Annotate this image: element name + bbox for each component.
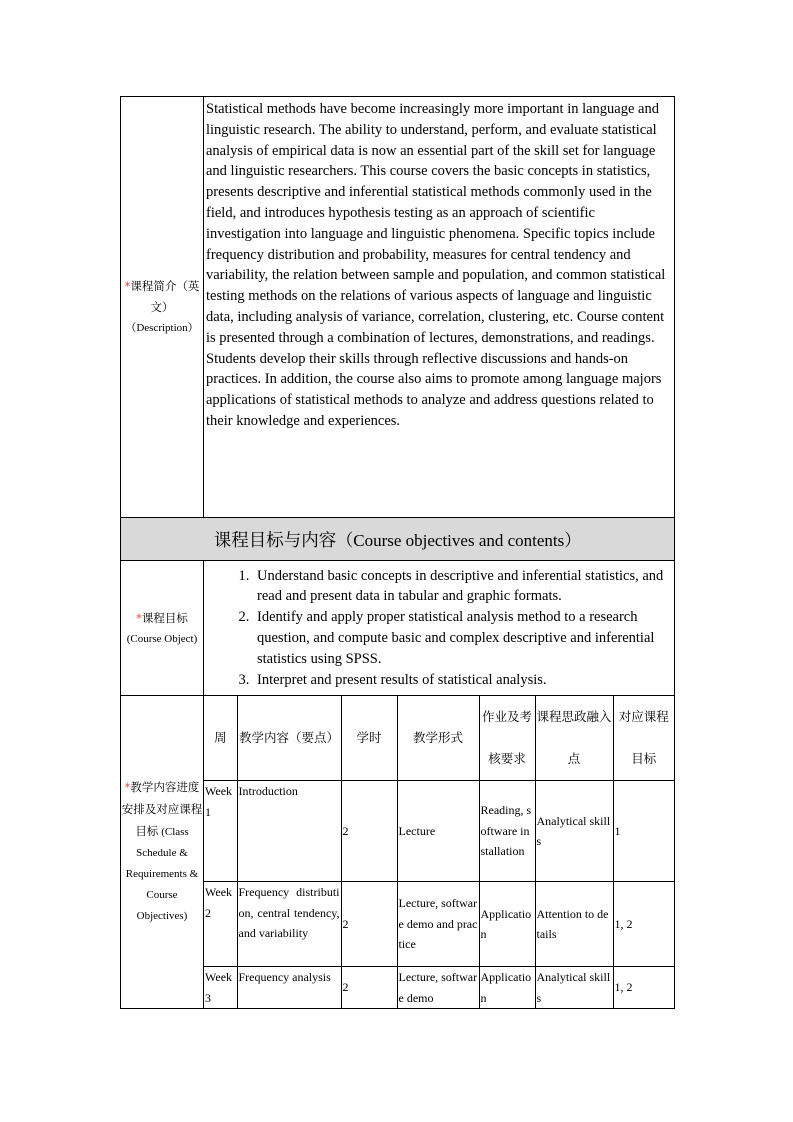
objective-item: 2. Identify and apply proper statistical analysis method to a research question, and compute basic and complex descriptive and inferential statistics using SPSS. [253, 607, 672, 669]
schedule-header-row [204, 696, 674, 781]
required-star: * [136, 610, 142, 625]
header-form: 教学形式 [397, 696, 479, 781]
ideology-cell: Attention to details [535, 882, 613, 967]
header-assignment: 作业及考核要求 [479, 696, 535, 781]
form-cell: Lecture, software demo and practice [397, 882, 479, 967]
schedule-table [204, 696, 674, 1008]
header-ideology: 课程思政融入点 [535, 696, 613, 781]
objective-item: 3. Interpret and present results of statistical analysis. [253, 670, 672, 691]
section-header [121, 518, 675, 561]
section-header-en: （Course objectives and contents） [336, 531, 582, 550]
assignment-cell: Reading, software installation [479, 781, 535, 882]
hours-cell: 2 [341, 882, 397, 967]
description-row [121, 97, 675, 518]
objective-item: 1. Understand basic concepts in descriptive and inferential statistics, and read and present data in tabular and graphic formats. [253, 566, 672, 608]
objectives-cell: 1, 2 [614, 980, 633, 995]
ideology-cell: Analytical skills [535, 781, 613, 882]
schedule-row [121, 696, 675, 1009]
header-objectives: 对应课程目标 [613, 696, 674, 781]
schedule-label [121, 696, 204, 1009]
objectives-row [121, 561, 675, 696]
assignment-cell: Application [479, 967, 535, 1009]
hours-cell: 2 [341, 781, 397, 882]
assignment-cell: Application [479, 882, 535, 967]
course-info-table [120, 96, 675, 1009]
objectives-list-cell [204, 561, 675, 696]
content-cell: Frequency distribution, central tendency, and variability [237, 882, 341, 967]
schedule-label-cn: 教学内容进度安排及对应课程目标 [121, 780, 203, 838]
section-header-cn: 课程目标与内容 [213, 531, 337, 551]
description-text: Statistical methods have become increasingly more important in language and linguistic research. The ability to understand, perform, and evaluate statistical analysis of empirical data is now an essential part of the skill set for language and linguistic researchers. This course covers the basic concepts in statistics, presents descriptive and inferential statistical methods commonly used in the field, and introduces hypothesis testing as an approach of scientific investigation into language and linguistic phenomena. Specific topics include frequency distribution and probability, measures for central tendency and variability, the relation between sample and population, and common statistical testing methods on the relations of various aspects of language and linguistic data, including analysis of variance, correlation, clustering, etc. Course content is presented through a combination of lectures, demonstrations, and readings. Students develop their skills through reflective discussions and hands-on practices. In addition, the course also aims to promote among language majors applications of statistical methods to analyze and address questions related to their knowledge and experiences. [204, 97, 675, 518]
required-star: * [124, 279, 131, 293]
content-cell: Frequency analysis [237, 967, 341, 1009]
objectives-label-cn: 课程目标 [141, 610, 188, 625]
section-header-row [121, 518, 675, 561]
ideology-cell: Analytical skills [535, 967, 613, 1009]
description-label [121, 97, 204, 518]
week-cell: Week 2 [204, 882, 237, 967]
objectives-cell: 1 [613, 781, 674, 882]
schedule-table-cell [204, 696, 675, 1009]
content-cell: Introduction [237, 781, 341, 882]
week-cell: Week 3 [204, 967, 237, 1009]
description-label-en: （Description） [125, 322, 199, 334]
objectives-cell: 1, 2 [613, 882, 674, 967]
required-star: * [124, 780, 131, 794]
hours-cell: 2 [341, 967, 397, 1009]
form-cell: Lecture [397, 781, 479, 882]
header-content: 教学内容（要点） [237, 696, 341, 781]
header-week: 周 [204, 696, 237, 781]
objectives-label-en: (Course Object) [126, 632, 198, 645]
table-row [204, 882, 674, 967]
description-label-cn: 课程简介（英文） [130, 279, 200, 314]
objectives-list [204, 566, 674, 691]
table-row [204, 967, 674, 1009]
schedule-label-en: (Class Schedule & Requirements & Course Objectives) [125, 826, 199, 922]
table-row [204, 781, 674, 882]
objectives-label [121, 561, 204, 696]
week-cell: Week 1 [204, 781, 237, 882]
header-hours: 学时 [341, 696, 397, 781]
form-cell: Lecture, software demo [397, 967, 479, 1009]
